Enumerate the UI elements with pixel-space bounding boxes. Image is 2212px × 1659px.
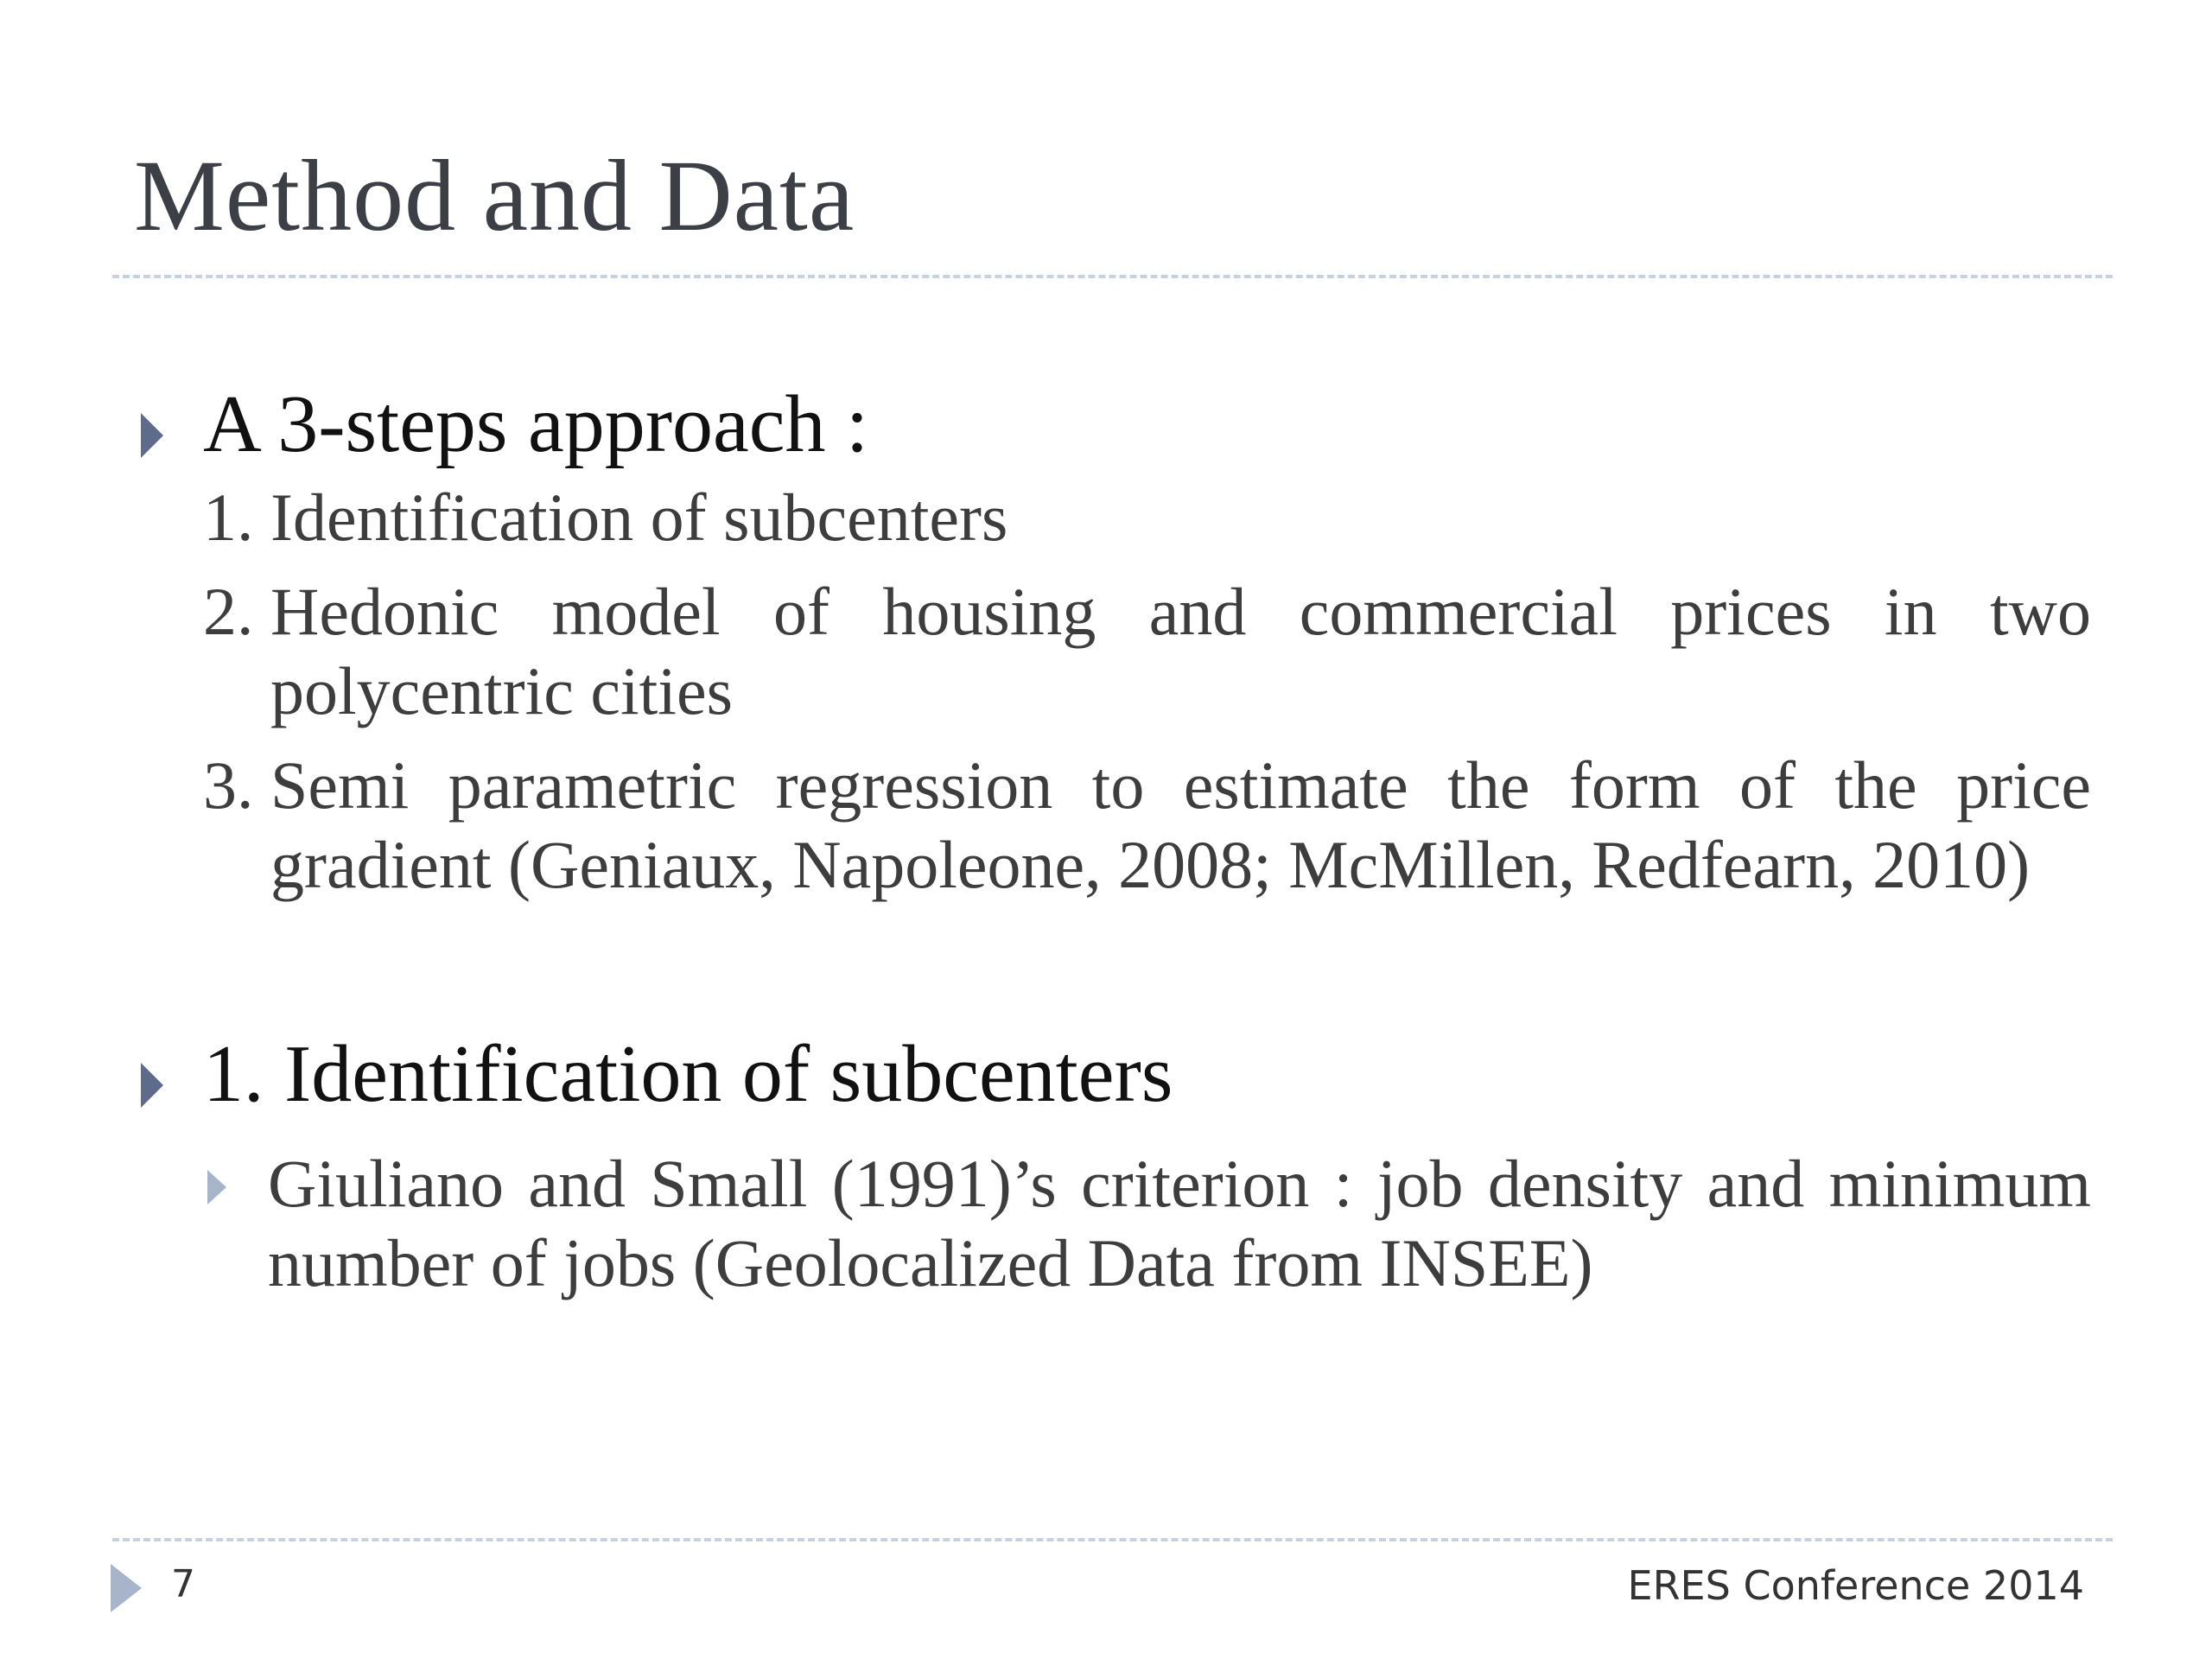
steps-list xyxy=(134,478,2091,905)
bullet-identification xyxy=(134,1030,2091,1119)
step-number: 3. xyxy=(203,747,254,823)
step-number: 2. xyxy=(203,574,254,650)
conference-label: ERES Conference 2014 xyxy=(1627,1562,2084,1609)
slide-title: Method and Data xyxy=(134,139,855,252)
step-item xyxy=(203,572,2091,731)
footer-divider xyxy=(112,1538,2113,1541)
step-text: Identification of subcenters xyxy=(270,480,1008,556)
bullet-identification-text: 1. Identification of subcenters xyxy=(203,1029,1173,1120)
step-text: Hedonic model of housing and commercial prices in two polycentric cities xyxy=(270,574,2091,729)
footer-triangle-icon xyxy=(111,1564,142,1612)
sub-bullet-list xyxy=(134,1144,2091,1303)
step-item xyxy=(203,746,2091,905)
sub-bullet-text: Giuliano and Small (1991)’s criterion : job density and minimum number of jobs (Geolocalized Data from INSEE) xyxy=(268,1145,2091,1300)
bullet-approach xyxy=(134,380,2091,469)
bullet-approach-text: A 3-steps approach : xyxy=(203,379,869,469)
small-triangle-bullet-icon xyxy=(207,1170,226,1205)
slide-content xyxy=(134,380,2091,1303)
step-text: Semi parametric regression to estimate the form of the price gradient (Geniaux, Napoleone, 2008; McMillen, Redfearn, 2010) xyxy=(270,747,2091,903)
step-item xyxy=(203,478,2091,557)
section-gap xyxy=(134,919,2091,1030)
step-number: 1. xyxy=(203,480,254,556)
page-number: 7 xyxy=(171,1562,195,1606)
triangle-bullet-icon xyxy=(141,1063,163,1108)
title-divider xyxy=(112,275,2113,278)
sub-bullet-item xyxy=(268,1144,2091,1303)
triangle-bullet-icon xyxy=(141,413,163,458)
